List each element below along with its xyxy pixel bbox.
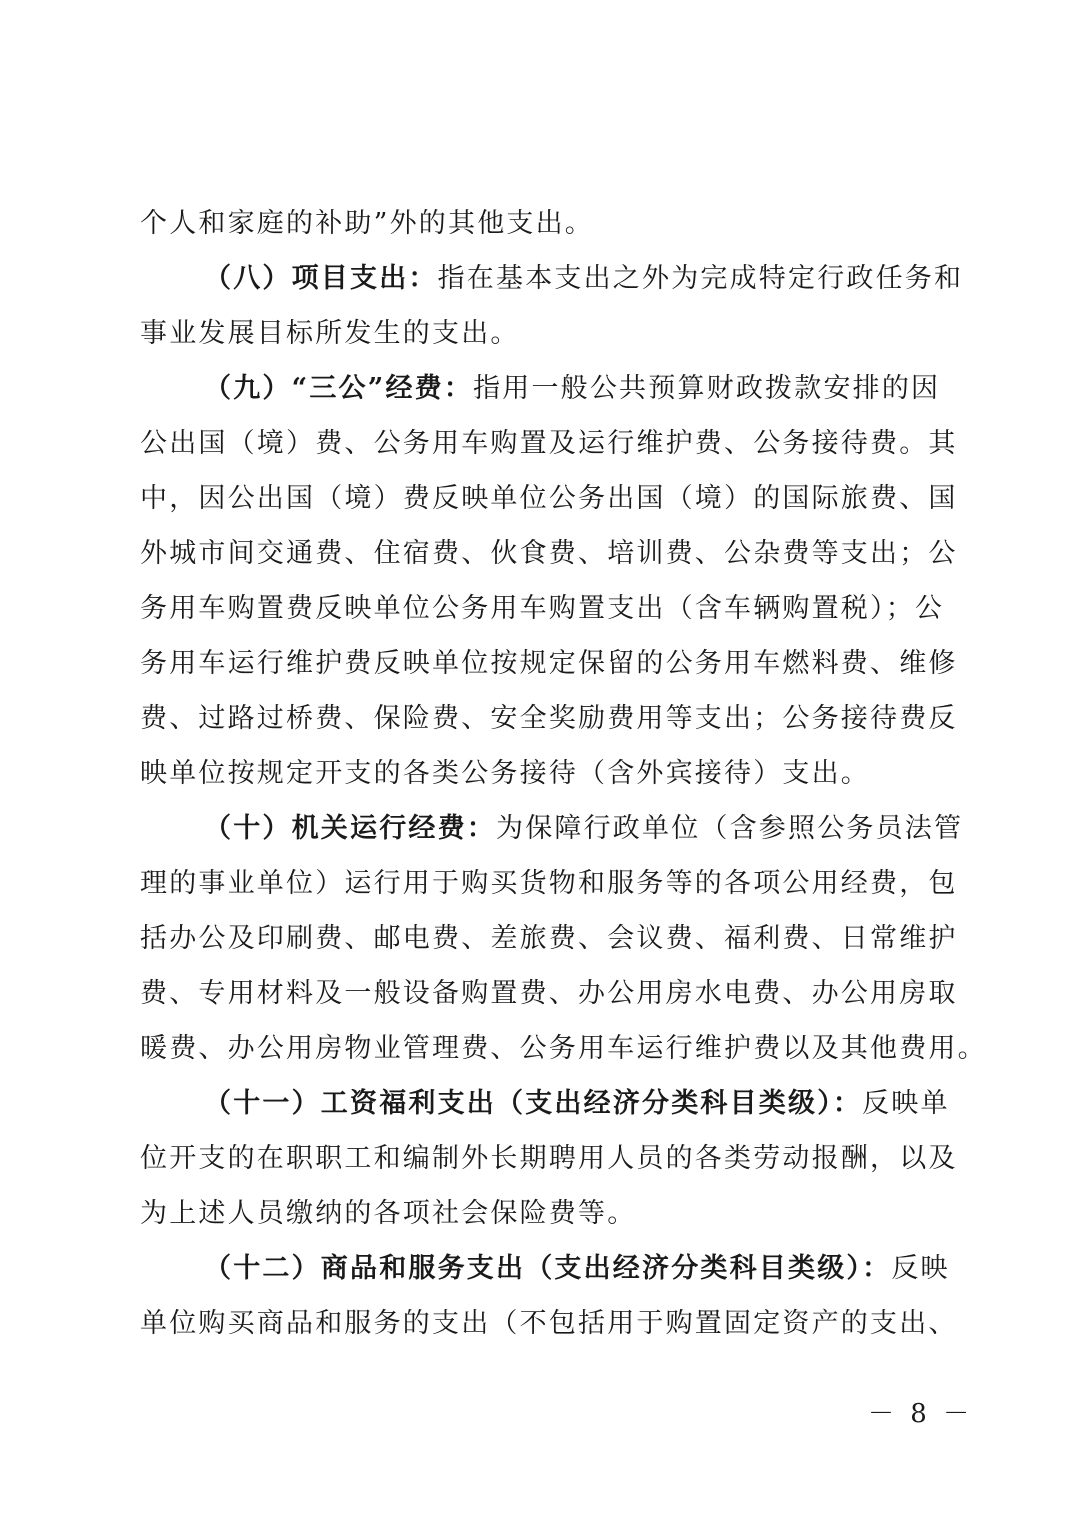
- body-line: 括办公及印刷费、邮电费、差旅费、会议费、福利费、日常维护: [140, 923, 958, 954]
- body-line: 暖费、办公用房物业管理费、公务用车运行维护费以及其他费用。: [140, 1033, 987, 1064]
- definition-text: 指用一般公共预算财政拨款安排的因: [473, 373, 941, 404]
- body-line: 中，因公出国（境）费反映单位公务出国（境）的国际旅费、国: [140, 483, 958, 514]
- body-line: 费、专用材料及一般设备购置费、办公用房水电费、办公用房取: [140, 978, 958, 1009]
- body-line: 务用车购置费反映单位公务用车购置支出（含车辆购置税）；公: [140, 593, 945, 624]
- body-line: 映单位按规定开支的各类公务接待（含外宾接待）支出。: [140, 758, 870, 789]
- page-number: － 8 －: [868, 1399, 974, 1429]
- definition-text: 指在基本支出之外为完成特定行政任务和: [437, 263, 964, 294]
- body-line: 务用车运行维护费反映单位按规定保留的公务用车燃料费、维修: [140, 648, 958, 679]
- term-goods-services: （十二）商品和服务支出（支出经济分类科目类级）：: [204, 1253, 892, 1284]
- term-wage-welfare: （十一）工资福利支出（支出经济分类科目类级）：: [204, 1088, 863, 1119]
- section-8-heading-line: [204, 259, 964, 299]
- body-line: 费、过路过桥费、保险费、安全奖励费用等支出；公务接待费反: [140, 703, 958, 734]
- body-line: 事业发展目标所发生的支出。: [140, 318, 520, 349]
- section-9-heading-line: [204, 369, 940, 409]
- section-11-heading-line: [204, 1084, 950, 1124]
- body-line: 单位购买商品和服务的支出（不包括用于购置固定资产的支出、: [140, 1308, 958, 1339]
- body-line: 个人和家庭的补助”外的其他支出。: [140, 208, 595, 239]
- term-operating-expenses: （十）机关运行经费：: [204, 813, 496, 844]
- body-line: 外城市间交通费、住宿费、伙食费、培训费、公杂费等支出；公: [140, 538, 958, 569]
- body-line: 理的事业单位）运行用于购买货物和服务等的各项公用经费，包: [140, 868, 958, 899]
- section-10-heading-line: [204, 809, 964, 849]
- definition-text: 为保障行政单位（含参照公务员法管: [496, 813, 964, 844]
- section-12-heading-line: [204, 1249, 950, 1289]
- definition-text: 反映: [891, 1253, 950, 1284]
- definition-text: 反映单: [862, 1088, 950, 1119]
- term-project-expenditure: （八）项目支出：: [204, 263, 438, 294]
- term-three-public-expenses: （九）“三公”经费：: [204, 373, 474, 404]
- body-line: 位开支的在职职工和编制外长期聘用人员的各类劳动报酬，以及: [140, 1143, 958, 1174]
- body-line: 为上述人员缴纳的各项社会保险费等。: [140, 1198, 637, 1229]
- body-line: 公出国（境）费、公务用车购置及运行维护费、公务接待费。其: [140, 428, 958, 459]
